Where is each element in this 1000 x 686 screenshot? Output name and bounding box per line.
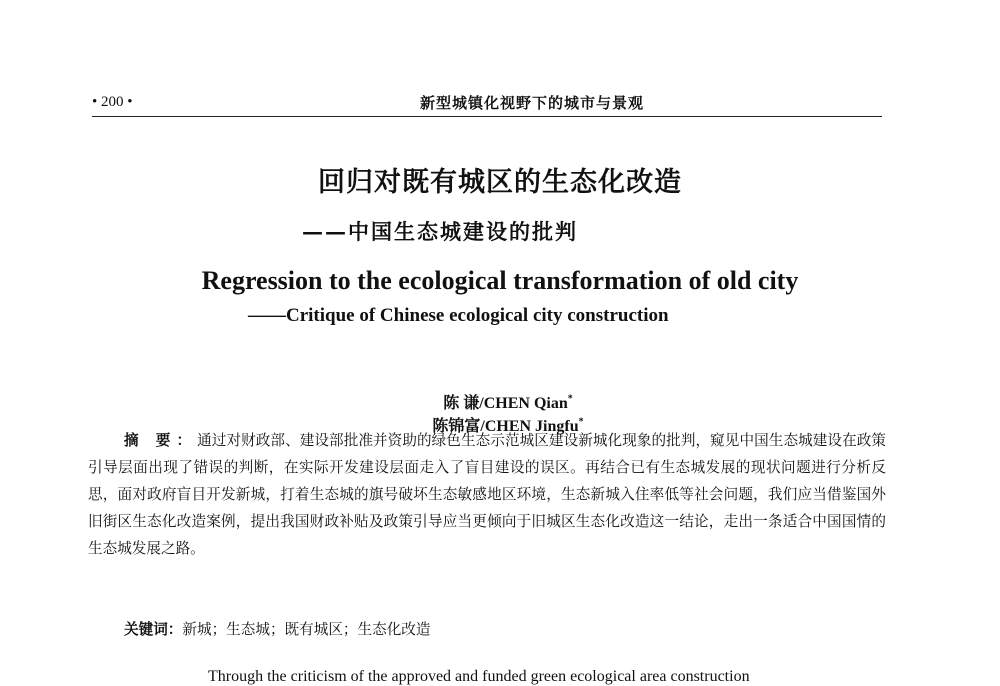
article-subtitle-zh: ——中国生态城建设的批判 [302, 219, 578, 244]
english-abstract-start: Through the criticism of the approved and funded green ecological area construction [208, 668, 750, 685]
running-header [92, 92, 882, 117]
keywords-label: 关键词： [124, 621, 183, 638]
article-title-zh: 回归对既有城区的生态化改造 [318, 167, 682, 198]
author-name: 陈锦富/CHEN Jingfu [432, 418, 579, 435]
keywords [124, 618, 431, 639]
article-subtitle-en: ——Critique of Chinese ecological city construction [248, 305, 669, 326]
article-title-en: Regression to the ecological transformation of old city [201, 266, 799, 295]
page-number: • 200 • [92, 94, 133, 110]
abstract-text: 通过对财政部、建设部批准并资助的绿色生态示范城区建设新城化现象的批判，窥见中国生态城建设在政策引导层面出现了错误的判断，在实际开发建设层面走入了盲目建设的误区。再结合已有生态城发展的现状问题进行分析反思，面对政府盲目开发新城，打着生态城的旗号破坏生态敏感地区环境，生态新城入住率低等社会问题，我们应当借鉴国外旧街区生态化改造案例，提出我国财政补贴及政策引导应当更倾向于旧城区生态化改造这一结论，走出一条适合中国国情的生态城发展之路。 [88, 432, 886, 557]
author-name: 陈 谦/CHEN Qian [443, 395, 568, 412]
author-1 [443, 390, 572, 413]
keywords-text: 新城；生态城；既有城区；生态化改造 [182, 621, 431, 638]
section-title: 新型城镇化视野下的城市与景观 [420, 94, 645, 112]
author-mark: * [578, 416, 584, 428]
abstract-label: 摘 要： [124, 432, 198, 449]
author-mark: * [567, 393, 573, 405]
abstract [88, 427, 886, 562]
